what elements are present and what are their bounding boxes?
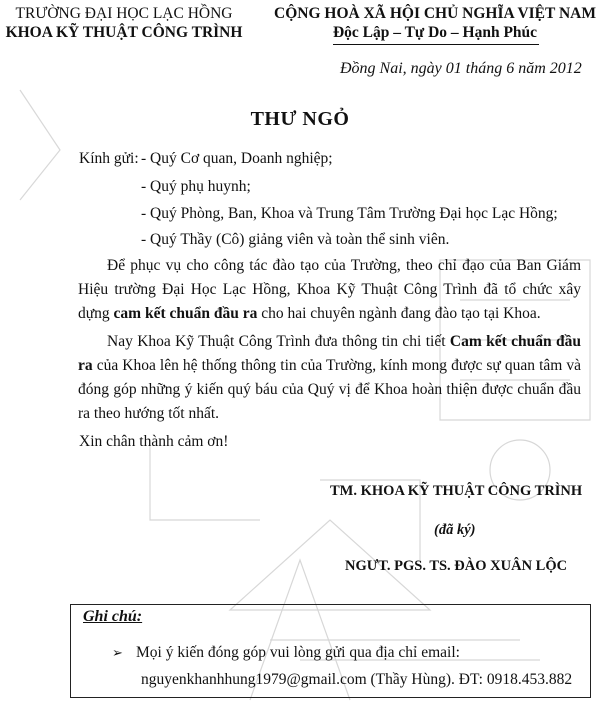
recipient-item: - Quý phụ huynh; — [141, 178, 251, 195]
closing-thanks: Xin chân thành cảm ơn! — [79, 433, 229, 450]
arrow-bullet-icon: ➢ — [112, 646, 123, 661]
note-contact: nguyenkhanhhung1979@gmail.com (Thầy Hùng). ĐT: 0918.453.882 — [141, 671, 573, 688]
paragraph-2 — [78, 330, 581, 426]
header-left — [0, 4, 248, 42]
paragraph-1-bold: cam kết chuẩn đầu ra — [113, 305, 258, 322]
paragraph-1-text-end: cho hai chuyên ngành đang đào tạo tại Khoa. — [257, 305, 541, 322]
paragraph-1 — [78, 254, 581, 326]
note-line-1 — [112, 644, 460, 662]
national-motto: Độc Lập – Tự Do – Hạnh Phúc — [332, 24, 538, 41]
university-name: TRƯỜNG ĐẠI HỌC LẠC HỒNG — [15, 5, 233, 22]
recipient-item: - Quý Thầy (Cô) giảng viên và toàn thể sinh viên. — [141, 231, 450, 248]
paragraph-1-text: Để phục vụ cho công tác đào tạo của Trường, theo chỉ đạo của Ban Giám Hiệu trường Đại Học Lạc Hồng, Khoa Kỹ Thuật Công Trình đã tổ chức xây dựng — [78, 257, 581, 322]
signature-name: NGƯT. PGS. TS. ĐÀO XUÂN LỘC — [345, 558, 568, 574]
paragraph-2-text-end: của Khoa lên hệ thống thông tin của Trường, kính mong được sự quan tâm và đóng góp những ý kiến quý báu của Quý vị để Khoa hoàn thiện được chuẩn đầu ra theo hướng tốt nhất. — [78, 357, 581, 422]
signature-org: TM. KHOA KỸ THUẬT CÔNG TRÌNH — [330, 483, 583, 499]
note-line-1-text: Mọi ý kiến đóng góp vui lòng gửi qua địa chỉ email: — [136, 644, 460, 661]
header-right — [270, 4, 600, 42]
recipient-item: - Quý Cơ quan, Doanh nghiệp; — [141, 150, 333, 167]
letter-title: THƯ NGỎ — [250, 108, 350, 130]
recipient-item: - Quý Phòng, Ban, Khoa và Trung Tâm Trường Đại học Lạc Hồng; — [141, 205, 558, 222]
paragraph-2-bold: Cam kết chuẩn đầu ra — [78, 333, 581, 374]
motto-underline — [333, 44, 539, 45]
country-name: CỘNG HOÀ XÃ HỘI CHỦ NGHĨA VIỆT NAM — [274, 5, 596, 22]
faculty-name: KHOA KỸ THUẬT CÔNG TRÌNH — [5, 24, 243, 41]
letter-date: Đồng Nai, ngày 01 tháng 6 năm 2012 — [340, 60, 582, 77]
note-title: Ghi chú: — [83, 608, 143, 625]
greeting-label: Kính gửi: — [79, 150, 139, 167]
signature-signed: (đã ký) — [434, 522, 476, 538]
paragraph-2-text: Nay Khoa Kỹ Thuật Công Trình đưa thông tin chi tiết — [107, 333, 450, 350]
